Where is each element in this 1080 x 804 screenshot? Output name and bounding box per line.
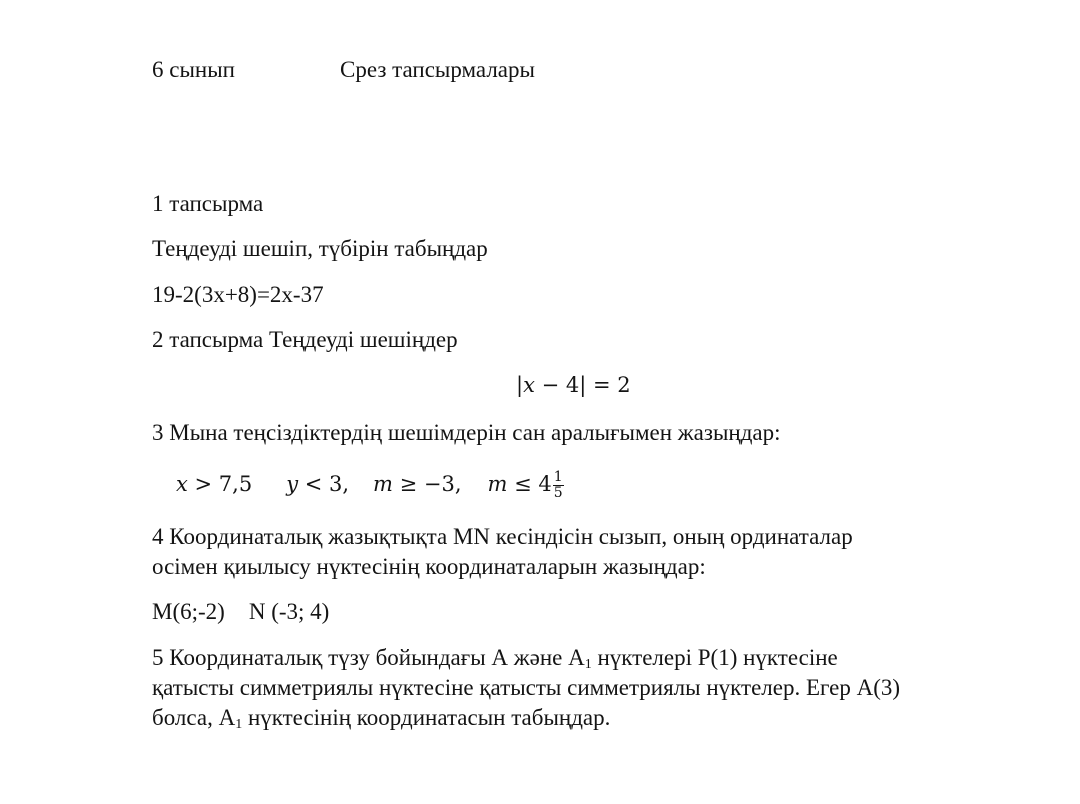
task4-points: [152, 597, 329, 627]
task5-line1-text-a: 5 Координаталық түзу бойындағы А және А: [152, 645, 585, 670]
task4-line1: 4 Координаталық жазықтықта MN кесіндісін сызып, оның ординаталар: [152, 524, 853, 549]
point-m: M(6;-2): [152, 599, 225, 624]
task2-label: 2 тапсырма Теңдеуді шешіңдер: [152, 327, 458, 352]
task3-label: 3 Мына теңсіздіктердің шешімдерін сан аралығымен жазыңдар:: [152, 420, 781, 445]
task1-label: 1 тапсырма: [152, 191, 264, 216]
point-n: N (-3; 4): [248, 599, 330, 624]
task5-line1-text-b: нүктелері Р(1) нүктесіне: [591, 645, 838, 670]
inequality-rest: < 3,: [298, 472, 350, 496]
inequality-rest: ≤ 4: [507, 472, 552, 496]
equation-variable: x: [523, 373, 535, 397]
task1-instruction: Теңдеуді шешіп, түбірін табыңдар: [152, 236, 488, 261]
inequality-2: [286, 472, 349, 496]
inequality-1: [176, 472, 252, 496]
mixed-fraction: [553, 470, 564, 501]
inequality-variable: y: [286, 472, 299, 496]
document-title: [340, 55, 535, 85]
title-text: Срез тапсырмалары: [340, 57, 535, 82]
inequality-variable: m: [487, 472, 508, 496]
document-header: [152, 55, 235, 85]
task5-line2: қатысты симметриялы нүктесіне қатысты симметриялы нүктелер. Егер А(3): [152, 675, 901, 700]
grade-label: 6 сынып: [152, 57, 235, 82]
equation-rest: − 4| = 2: [534, 373, 631, 397]
task4-line2: осімен қиылысу нүктесінің координаталарын жазыңдар:: [152, 554, 706, 579]
inequality-3: [373, 472, 462, 496]
inequality-variable: x: [176, 472, 188, 496]
subscript-one: 1: [584, 657, 592, 672]
fraction-denominator: 5: [553, 485, 563, 501]
task5-line1: [152, 643, 838, 673]
subscript-one: 1: [235, 717, 243, 732]
inequality-4: [487, 469, 564, 501]
inequality-rest: ≥ −3,: [392, 472, 462, 496]
task3-inequalities: [176, 465, 564, 503]
task5-line3-text-a: болса, А: [152, 705, 236, 730]
task2-equation: [516, 370, 631, 400]
inequality-variable: m: [373, 472, 393, 496]
task5-line3: [152, 703, 610, 733]
task1-equation: 19-2(3x+8)=2x-37: [152, 282, 324, 307]
abs-bar-open: |: [516, 373, 524, 397]
fraction-numerator: 1: [553, 469, 563, 485]
task5-line3-text-b: нүктесінің координатасын табыңдар.: [242, 705, 611, 730]
inequality-rest: > 7,5: [187, 472, 253, 496]
